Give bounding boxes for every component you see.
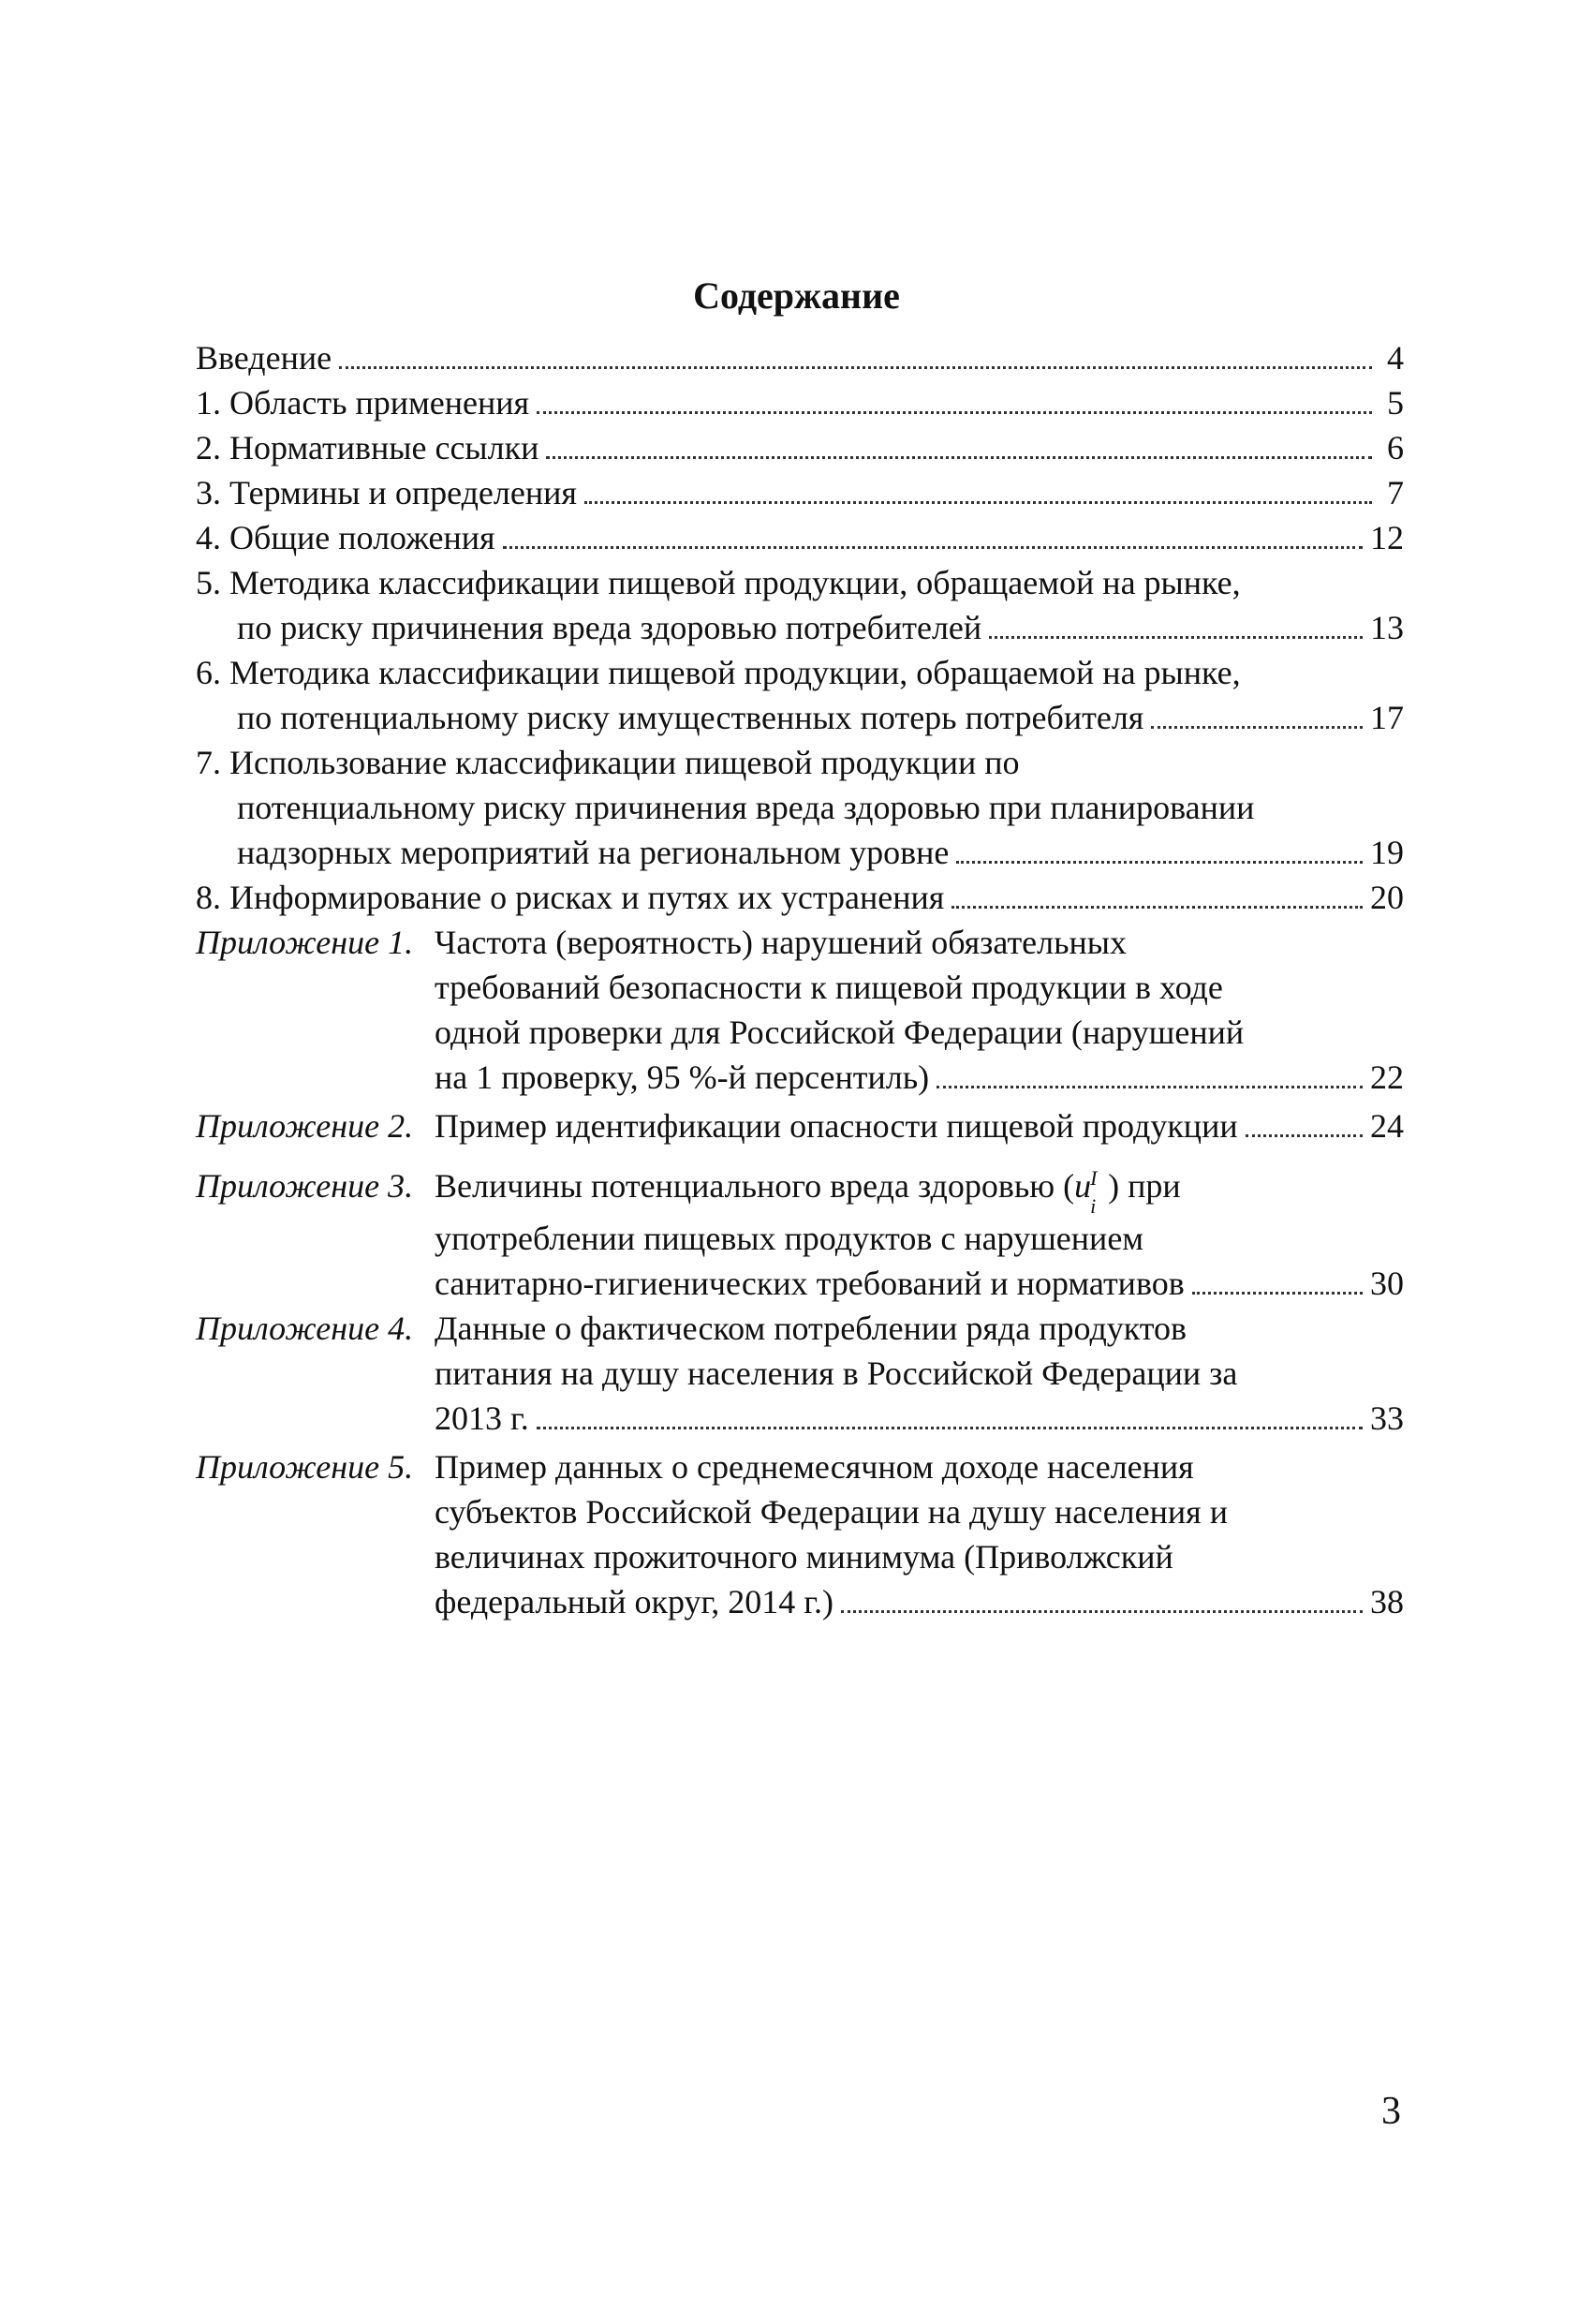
toc-entry-text-cont: по потенциальному риску имущественных потерь потребителя: [237, 695, 1147, 740]
dot-leader: [537, 1399, 1363, 1429]
toc-entry-4[interactable]: [196, 515, 1404, 560]
toc-entry-7[interactable]: [196, 740, 1404, 875]
toc-page-number: 6: [1376, 425, 1404, 470]
toc-page-number: 22: [1366, 1055, 1404, 1100]
toc-entry-6[interactable]: [196, 650, 1404, 740]
page-number: 3: [1381, 2090, 1401, 2133]
dot-leader: [503, 518, 1363, 549]
toc-entry-text: 5. Методика классификации пищевой продукции, обращаемой на рынке,: [196, 564, 1241, 601]
toc-entry-text: 4. Общие положения: [196, 515, 499, 560]
toc-page-number: 30: [1366, 1261, 1404, 1306]
appendix-text: одной проверки для Российской Федерации (нарушений: [435, 1014, 1245, 1051]
toc-entry-introduction[interactable]: [196, 335, 1404, 380]
table-of-contents: [196, 335, 1404, 1624]
appendix-label: Приложение 3.: [196, 1167, 414, 1205]
dot-leader: [956, 833, 1363, 864]
dot-leader: [339, 338, 1372, 369]
dot-leader: [937, 1058, 1363, 1088]
toc-page-number: 12: [1366, 515, 1404, 560]
toc-appendix-4[interactable]: [196, 1306, 1404, 1441]
toc-page-number: 38: [1366, 1579, 1404, 1624]
appendix-text: питания на душу населения в Российской Федерации за: [435, 1354, 1238, 1392]
toc-entry-text: 6. Методика классификации пищевой продукции, обращаемой на рынке,: [196, 654, 1241, 691]
toc-page-number: 7: [1376, 470, 1404, 515]
appendix-text: на 1 проверку, 95 %-й персентиль): [435, 1055, 933, 1100]
toc-page-number: 17: [1366, 695, 1404, 740]
toc-page-number: 33: [1366, 1396, 1404, 1441]
toc-entry-3[interactable]: [196, 470, 1404, 515]
toc-entry-text-cont: потенциальному риску причинения вреда здоровью при планировании: [237, 789, 1255, 826]
toc-page-number: 13: [1366, 605, 1404, 650]
dot-leader: [537, 383, 1372, 414]
toc-appendix-3[interactable]: [196, 1163, 1404, 1306]
dot-leader: [584, 473, 1372, 504]
dot-leader: [1246, 1106, 1363, 1137]
toc-entry-text-cont: по риску причинения вреда здоровью потребителей: [237, 605, 985, 650]
toc-appendix-5[interactable]: [196, 1444, 1404, 1624]
appendix-text: величинах прожиточного минимума (Приволжский: [435, 1538, 1173, 1576]
appendix-text: 2013 г.: [435, 1396, 533, 1441]
dot-leader: [951, 878, 1363, 909]
toc-page-number: 24: [1366, 1103, 1404, 1148]
toc-entry-1[interactable]: [196, 380, 1404, 425]
appendix-text: Пример данных о среднемесячном доходе населения: [435, 1448, 1194, 1486]
appendix-text: субъектов Российской Федерации на душу населения и: [435, 1493, 1228, 1531]
toc-entry-8[interactable]: [196, 875, 1404, 920]
appendix-text: Частота (вероятность) нарушений обязательных: [435, 924, 1127, 961]
toc-entry-text: 2. Нормативные ссылки: [196, 425, 542, 470]
toc-page-number: 4: [1376, 335, 1404, 380]
toc-title: Содержание: [693, 274, 900, 317]
appendix-label: Приложение 4.: [196, 1310, 414, 1347]
toc-entry-5[interactable]: [196, 560, 1404, 650]
appendix-text: санитарно-гигиенических требований и нормативов: [435, 1261, 1188, 1306]
appendix-label: Приложение 2.: [196, 1107, 414, 1145]
toc-appendix-1[interactable]: [196, 920, 1404, 1100]
toc-entry-text: Введение: [196, 335, 335, 380]
appendix-text: Данные о фактическом потреблении ряда продуктов: [435, 1310, 1187, 1347]
toc-entry-2[interactable]: [196, 425, 1404, 470]
appendix-text: требований безопасности к пищевой продукции в ходе: [435, 969, 1223, 1006]
dot-leader: [841, 1582, 1363, 1613]
appendix-text: Пример идентификации опасности пищевой продукции: [435, 1103, 1242, 1148]
toc-entry-text: 1. Область применения: [196, 380, 533, 425]
appendix-text: употреблении пищевых продуктов с нарушением: [435, 1220, 1144, 1257]
toc-entry-text: 8. Информирование о рисках и путях их устранения: [196, 875, 948, 920]
toc-page-number: 5: [1376, 380, 1404, 425]
dot-leader: [989, 608, 1363, 639]
appendix-text: Величины потенциального вреда здоровью (u I i ) при: [435, 1163, 1404, 1208]
toc-page-number: 20: [1366, 875, 1404, 920]
appendix-label: Приложение 5.: [196, 1448, 414, 1486]
appendix-text: федеральный округ, 2014 г.): [435, 1579, 837, 1624]
u-symbol: u I i: [1074, 1166, 1098, 1218]
dot-leader: [546, 428, 1372, 459]
dot-leader: [1192, 1264, 1363, 1295]
dot-leader: [1151, 698, 1363, 729]
appendix-label: Приложение 1.: [196, 924, 414, 961]
toc-entry-text-cont: надзорных мероприятий на региональном уровне: [237, 830, 952, 875]
toc-entry-text: 3. Термины и определения: [196, 470, 581, 515]
toc-appendix-2[interactable]: [196, 1103, 1404, 1148]
toc-entry-text: 7. Использование классификации пищевой продукции по: [196, 744, 1020, 781]
toc-page-number: 19: [1366, 830, 1404, 875]
